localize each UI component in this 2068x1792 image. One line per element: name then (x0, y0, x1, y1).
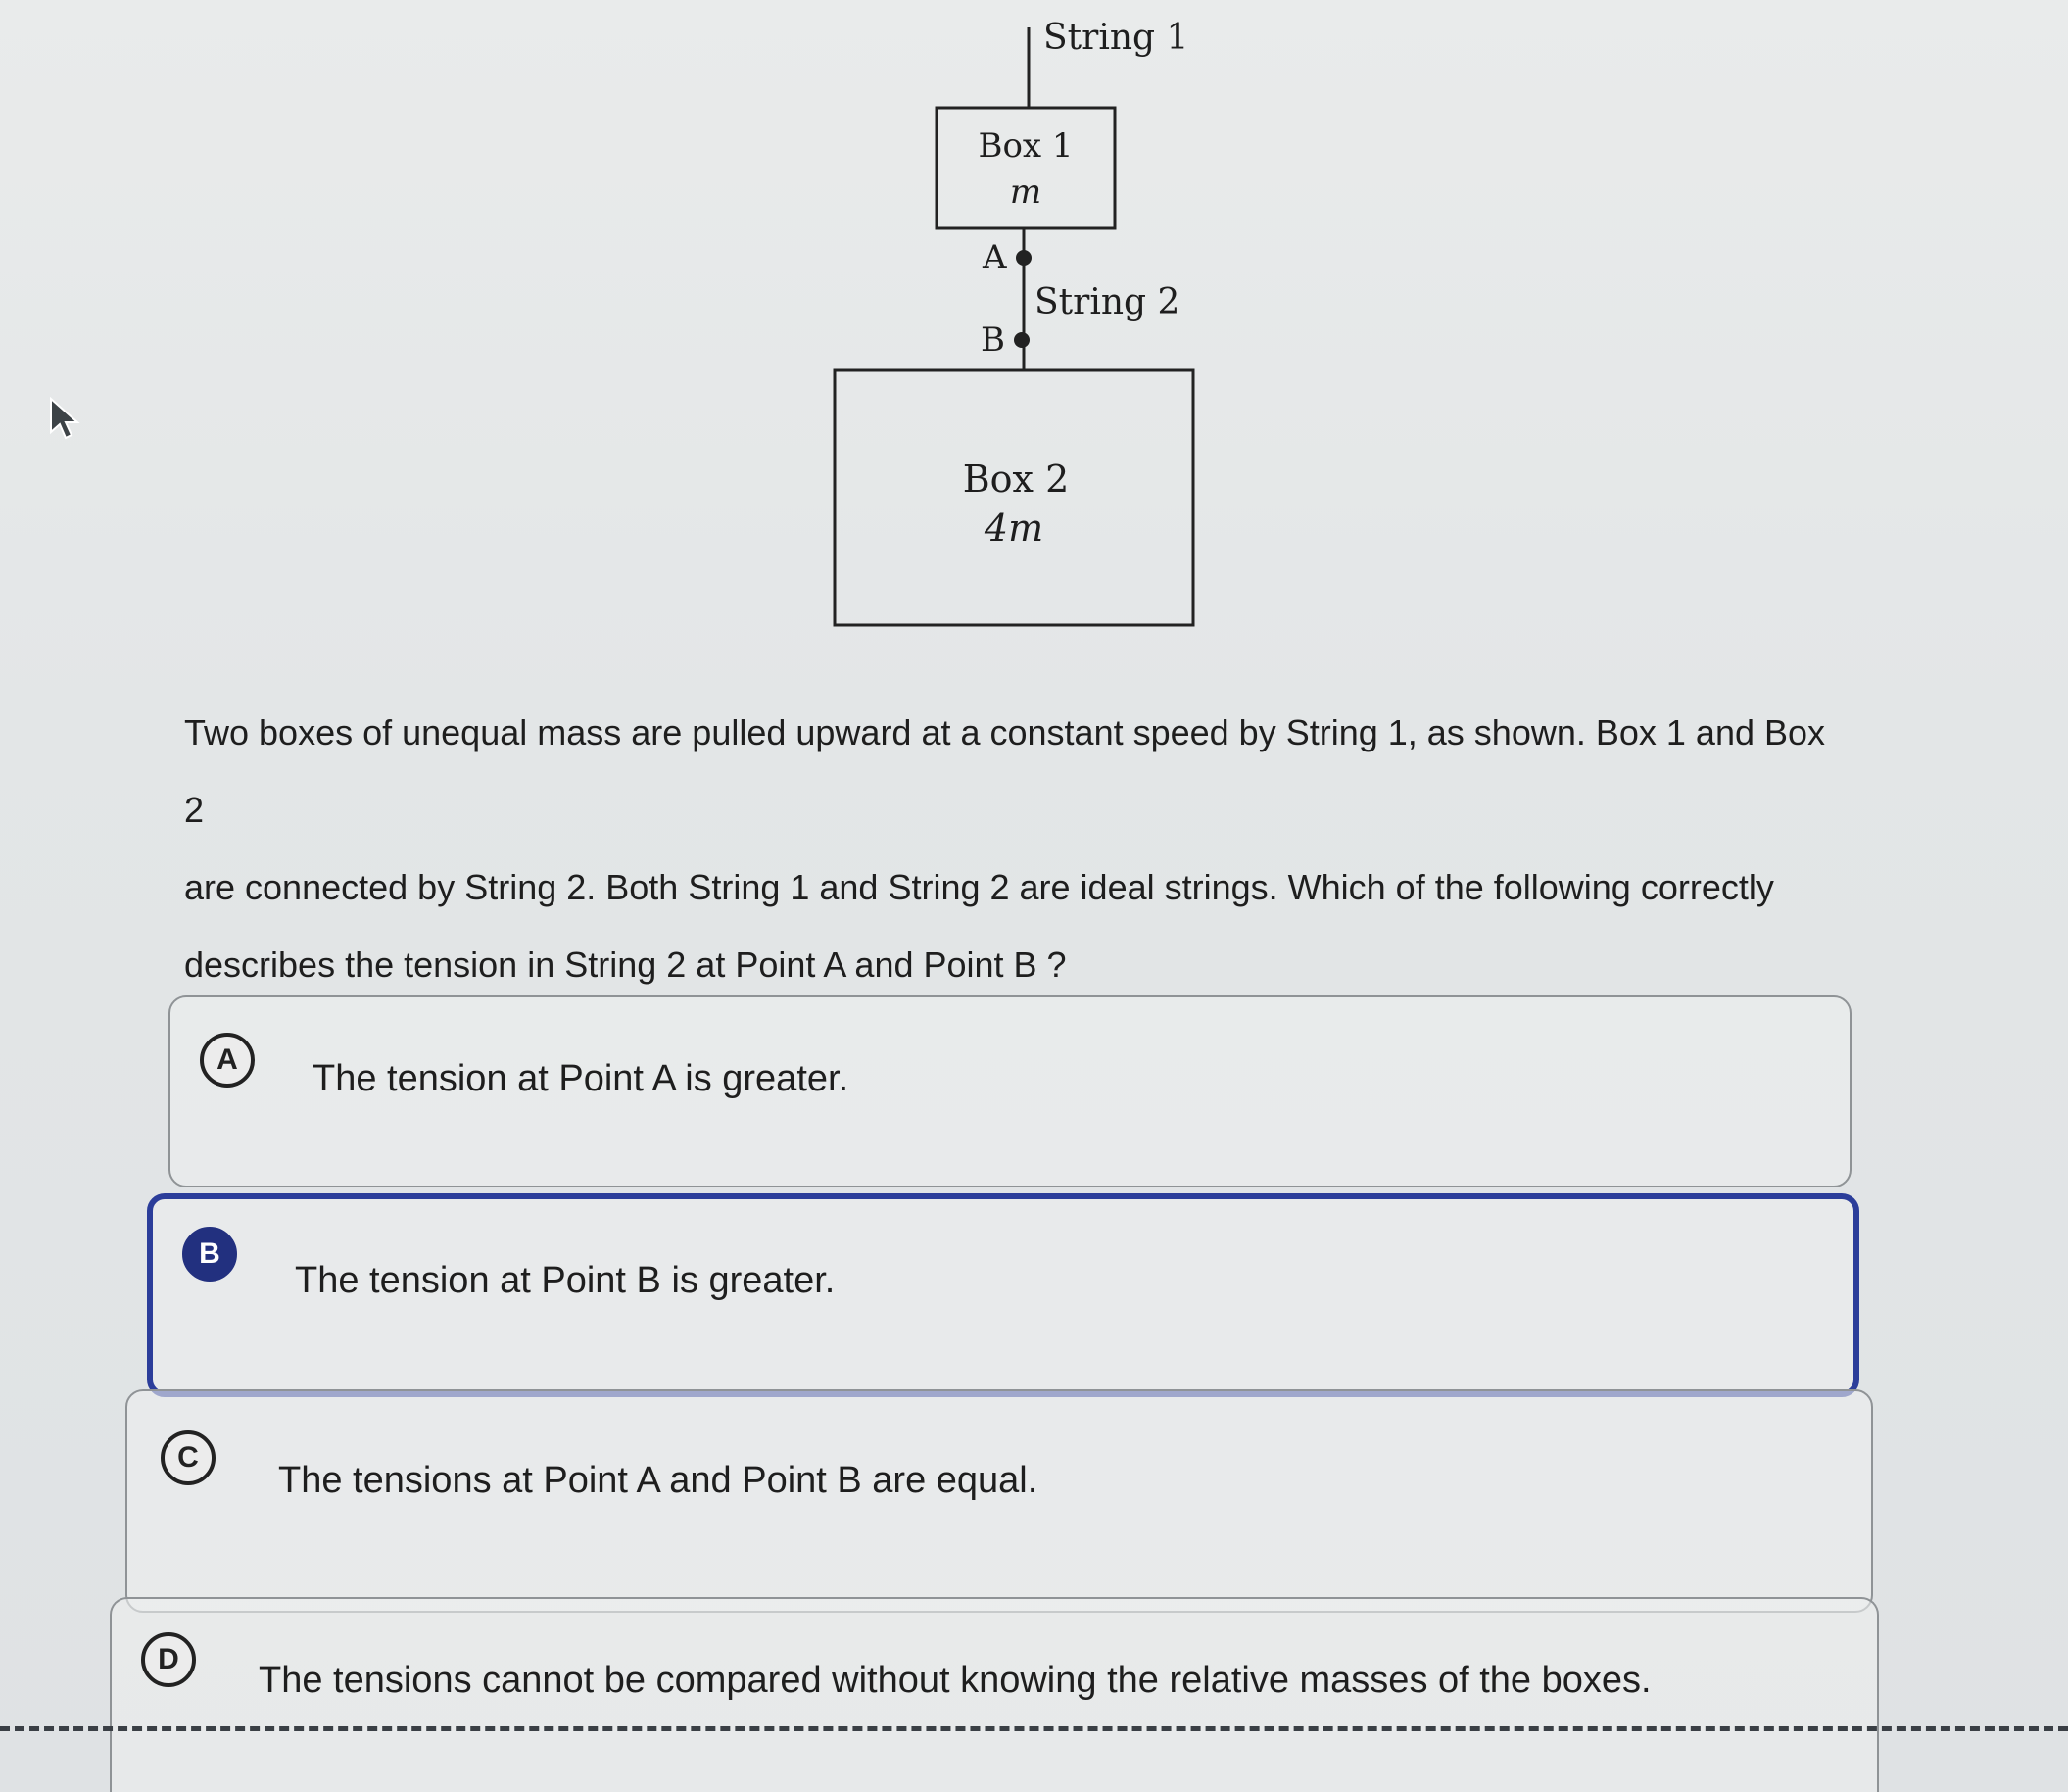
choice-b-text: The tension at Point B is greater. (295, 1260, 836, 1301)
choice-b[interactable] (147, 1193, 1859, 1397)
choice-b-letter-badge: B (182, 1227, 237, 1282)
mouse-cursor-icon (49, 397, 80, 440)
choice-d[interactable] (110, 1597, 1879, 1792)
string-1-label: String 1 (1043, 18, 1189, 58)
box-2-name: Box 2 (962, 458, 1070, 501)
choice-c-text: The tensions at Point A and Point B are equal. (278, 1460, 1038, 1501)
point-b-label: B (981, 320, 1005, 360)
choice-a-text: The tension at Point A is greater. (313, 1058, 849, 1099)
choice-a-letter-badge: A (200, 1033, 255, 1088)
dashed-divider (0, 1726, 2068, 1731)
question-line-2: are connected by String 2. Both String 1 and String 2 are ideal strings. Which of the following correctly (184, 867, 1774, 907)
choice-d-letter-badge: D (141, 1632, 196, 1687)
string-2-label: String 2 (1034, 282, 1180, 322)
box-1-name: Box 1 (978, 126, 1074, 166)
point-b-dot (1014, 332, 1030, 348)
point-a-label: A (983, 238, 1007, 277)
question-line-1: Two boxes of unequal mass are pulled upward at a constant speed by String 1, as shown. Box 1 and Box 2 (184, 712, 1826, 830)
question-line-3: describes the tension in String 2 at Point A and Point B ? (184, 944, 1067, 985)
choice-c[interactable] (125, 1389, 1873, 1613)
choice-a[interactable] (168, 995, 1852, 1187)
choice-c-letter-badge: C (161, 1430, 216, 1485)
question-text (184, 694, 1850, 1003)
box-1-mass: m (1009, 172, 1042, 212)
choice-d-text: The tensions cannot be compared without knowing the relative masses of the boxes. (259, 1660, 1652, 1701)
box-2-mass: 4m (984, 507, 1044, 550)
point-a-dot (1016, 250, 1032, 266)
physics-diagram (0, 0, 2068, 686)
